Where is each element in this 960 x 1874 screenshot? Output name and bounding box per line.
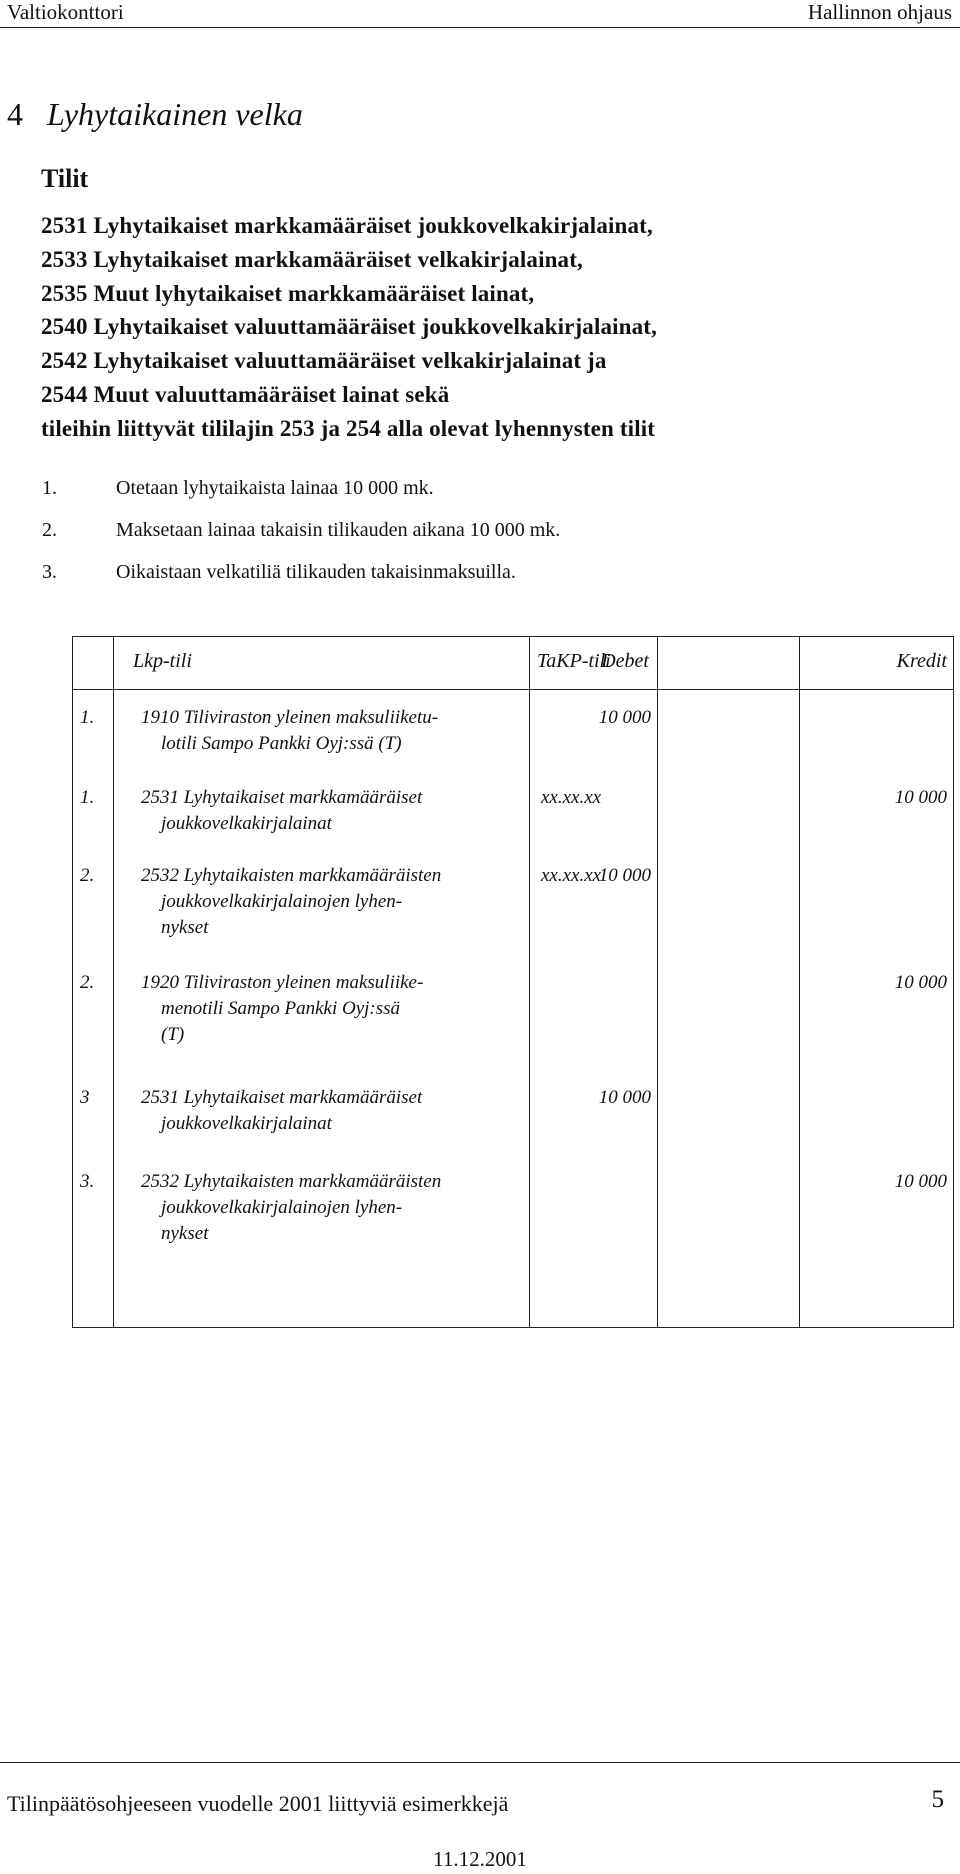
account-line: 2535 Muut lyhytaikaiset markkamääräiset lainat, (41, 281, 535, 306)
account-line: 2542 Lyhytaikaiset valuuttamääräiset velkakirjalainat ja (41, 348, 607, 373)
row-takp: xx.xx.xx (541, 787, 602, 808)
header-department: Hallinnon ohjaus (807, 0, 952, 24)
row-number: 2. (80, 972, 95, 993)
row-account-line: menotili Sampo Pankki Oyj:ssä (161, 998, 401, 1019)
column-divider (799, 637, 800, 1327)
row-takp: xx.xx.xx (541, 865, 602, 886)
footer-date: 11.12.2001 (433, 1847, 527, 1871)
row-debet: 10 000 (598, 707, 651, 728)
row-debet: 10 000 (598, 865, 651, 886)
step-text: Oikaistaan velkatiliä tilikauden takaisinmaksuilla. (116, 561, 516, 583)
row-account-line: joukkovelkakirjalainojen lyhen- (161, 1197, 403, 1218)
row-account-line: 1910 Tiliviraston yleinen maksuliiketu- (141, 707, 439, 728)
column-divider (529, 637, 530, 1327)
row-number: 1. (80, 787, 95, 808)
subheading-tilit: Tilit (41, 164, 89, 193)
journal-table (72, 636, 954, 1328)
column-header-lkp: Lkp-tili (133, 650, 192, 672)
page-number: 5 (931, 1786, 944, 1813)
row-account-line: 2531 Lyhytaikaiset markkamääräiset (141, 787, 423, 808)
account-line: tileihin liittyvät tililajin 253 ja 254 alla olevat lyhennysten tilit (41, 416, 656, 441)
section-title (7, 96, 303, 133)
step-item (41, 561, 516, 584)
row-account-line: joukkovelkakirjalainat (161, 1113, 332, 1134)
section-number: 4 (7, 96, 23, 132)
row-kredit: 10 000 (894, 972, 947, 993)
row-account-line: 1920 Tiliviraston yleinen maksuliike- (141, 972, 424, 993)
header-rule (0, 27, 960, 28)
account-line: 2531 Lyhytaikaiset markkamääräiset joukkovelkakirjalainat, (41, 213, 653, 238)
column-header-takp: TaKP-tili (537, 650, 611, 672)
row-debet: 10 000 (598, 1087, 651, 1108)
row-number: 3. (80, 1171, 95, 1192)
row-account-line: joukkovelkakirjalainat (161, 813, 332, 834)
column-divider (657, 637, 658, 1327)
header-divider (73, 689, 953, 690)
row-account-line: 2532 Lyhytaikaisten markkamääräisten (141, 865, 442, 886)
footer-title: Tilinpäätösohjeeseen vuodelle 2001 liittyviä esimerkkejä (7, 1791, 509, 1816)
row-account-line: lotili Sampo Pankki Oyj:ssä (T) (161, 733, 402, 754)
row-account-line: joukkovelkakirjalainojen lyhen- (161, 891, 403, 912)
row-kredit: 10 000 (894, 1171, 947, 1192)
step-number: 1. (42, 477, 57, 499)
column-header-kredit: Kredit (896, 650, 947, 672)
header-organization: Valtiokonttori (7, 0, 124, 24)
row-kredit: 10 000 (894, 787, 947, 808)
row-account-line: 2532 Lyhytaikaisten markkamääräisten (141, 1171, 442, 1192)
row-number: 1. (80, 707, 95, 728)
row-account-line: nykset (161, 917, 209, 938)
section-title-text: Lyhytaikainen velka (47, 96, 303, 132)
row-account-line: nykset (161, 1223, 209, 1244)
column-divider (113, 637, 114, 1327)
row-account-line: 2531 Lyhytaikaiset markkamääräiset (141, 1087, 423, 1108)
account-line: 2544 Muut valuuttamääräiset lainat sekä (41, 382, 450, 407)
footer-rule (0, 1762, 960, 1763)
row-number: 2. (80, 865, 95, 886)
step-text: Maksetaan lainaa takaisin tilikauden aikana 10 000 mk. (116, 519, 561, 541)
account-line: 2540 Lyhytaikaiset valuuttamääräiset joukkovelkakirjalainat, (41, 314, 657, 339)
column-header-debet: Debet (601, 650, 649, 672)
step-text: Otetaan lyhytaikaista lainaa 10 000 mk. (116, 477, 434, 499)
step-item (41, 477, 434, 500)
row-number: 3 (80, 1087, 90, 1108)
step-item (41, 519, 560, 542)
step-number: 2. (42, 519, 57, 541)
account-line: 2533 Lyhytaikaiset markkamääräiset velkakirjalainat, (41, 247, 583, 272)
step-number: 3. (42, 561, 57, 583)
row-account-line: (T) (161, 1024, 185, 1045)
